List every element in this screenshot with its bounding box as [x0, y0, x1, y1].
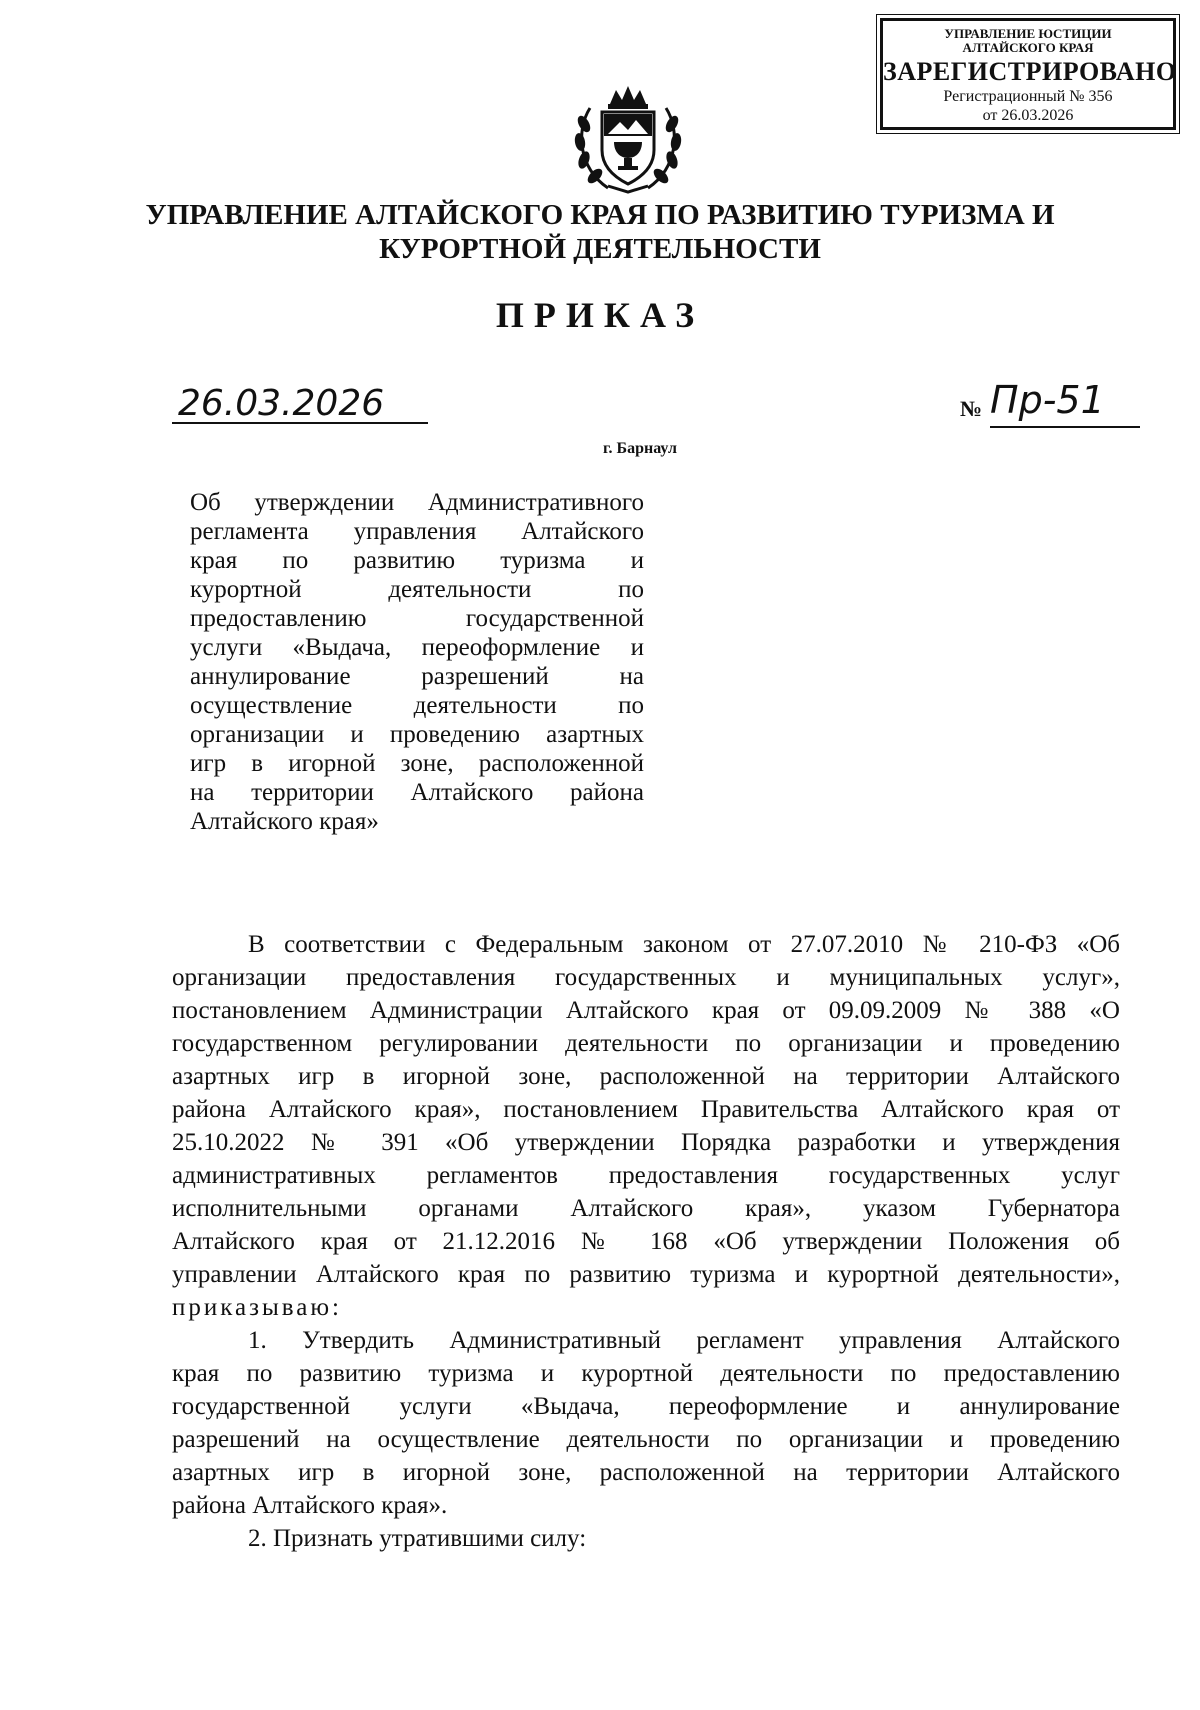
handwritten-order-number: Пр-51 [990, 378, 1140, 428]
issuing-authority-line2: КУРОРТНОЙ ДЕЯТЕЛЬНОСТИ [379, 233, 821, 265]
body-line: Алтайского края от 21.12.2016 № 168 «Об утверждении Положения об [172, 1228, 1120, 1255]
body-line: организации предоставления государственных и муниципальных услуг», [172, 964, 1120, 991]
subject-line: регламента управления Алтайского [190, 518, 644, 545]
body-line: 25.10.2022 № 391 «Об утверждении Порядка разработки и утверждения [172, 1129, 1120, 1156]
city-name: г. Барнаул [603, 440, 677, 457]
subject-line: Алтайского края» [190, 808, 379, 835]
body-line: района Алтайского края». [172, 1492, 448, 1519]
body-line: разрешений на осуществление деятельности по организации и проведению [172, 1426, 1120, 1453]
order-body [172, 928, 1120, 1555]
handwritten-date: 26.03.2026 [172, 384, 428, 424]
stamp-reg-number: Регистрационный № 356 [943, 88, 1113, 105]
body-line: азартных игр в игорной зоне, расположенной на территории Алтайского [172, 1459, 1120, 1486]
subject-line: курортной деятельности по [190, 576, 644, 603]
body-line: исполнительными органами Алтайского края», указом Губернатора [172, 1195, 1120, 1222]
body-line: постановлением Администрации Алтайского края от 09.09.2009 № 388 «О [172, 997, 1120, 1024]
stamp-registered: ЗАРЕГИСТРИРОВАНО [883, 57, 1177, 86]
body-line: района Алтайского края», постановлением Правительства Алтайского края от [172, 1096, 1120, 1123]
subject-line: Об утверждении Административного [190, 489, 644, 516]
subject-line: аннулирование разрешений на [190, 663, 644, 690]
order-subject [190, 488, 644, 836]
stamp-authority-line2: АЛТАЙСКОГО КРАЯ [962, 40, 1094, 55]
body-line: азартных игр в игорной зоне, расположенной на территории Алтайского [172, 1063, 1120, 1090]
body-line: государственном регулировании деятельности по организации и проведению [172, 1030, 1120, 1057]
body-line: В соответствии с Федеральным законом от 27.07.2010 № 210-ФЗ «Об [248, 931, 1120, 958]
stamp-reg-date: от 26.03.2026 [982, 107, 1074, 124]
subject-line: предоставлению государственной [190, 605, 644, 632]
body-line: государственной услуги «Выдача, переоформление и аннулирование [172, 1393, 1120, 1420]
body-line: управлении Алтайского края по развитию туризма и курортной деятельности», [172, 1261, 1120, 1288]
document-type-title: ПРИКАЗ [495, 295, 705, 335]
subject-line: края по развитию туризма и [190, 547, 644, 574]
issuing-authority-line1: УПРАВЛЕНИЕ АЛТАЙСКОГО КРАЯ ПО РАЗВИТИЮ ТУРИЗМА И [145, 199, 1055, 231]
number-label: № [960, 396, 983, 421]
body-line-order-verb: приказываю: [172, 1294, 342, 1321]
altai-krai-coat-of-arms-icon [568, 80, 688, 200]
body-line: административных регламентов предоставления государственных услуг [172, 1162, 1120, 1189]
subject-line: осуществление деятельности по [190, 692, 644, 719]
subject-line: организации и проведению азартных [190, 721, 644, 748]
body-line-item-1: 1. Утвердить Административный регламент управления Алтайского [248, 1327, 1120, 1354]
subject-line: игр в игорной зоне, расположенной [190, 750, 644, 777]
issuing-authority [100, 198, 1100, 266]
subject-line: на территории Алтайского района [190, 779, 644, 806]
subject-line: услуги «Выдача, переоформление и [190, 634, 644, 661]
stamp-authority-line1: УПРАВЛЕНИЕ ЮСТИЦИИ [944, 26, 1112, 41]
registration-stamp [880, 18, 1176, 130]
body-line: края по развитию туризма и курортной деятельности по предоставлению [172, 1360, 1120, 1387]
body-line-item-2: 2. Признать утратившими силу: [248, 1525, 587, 1552]
